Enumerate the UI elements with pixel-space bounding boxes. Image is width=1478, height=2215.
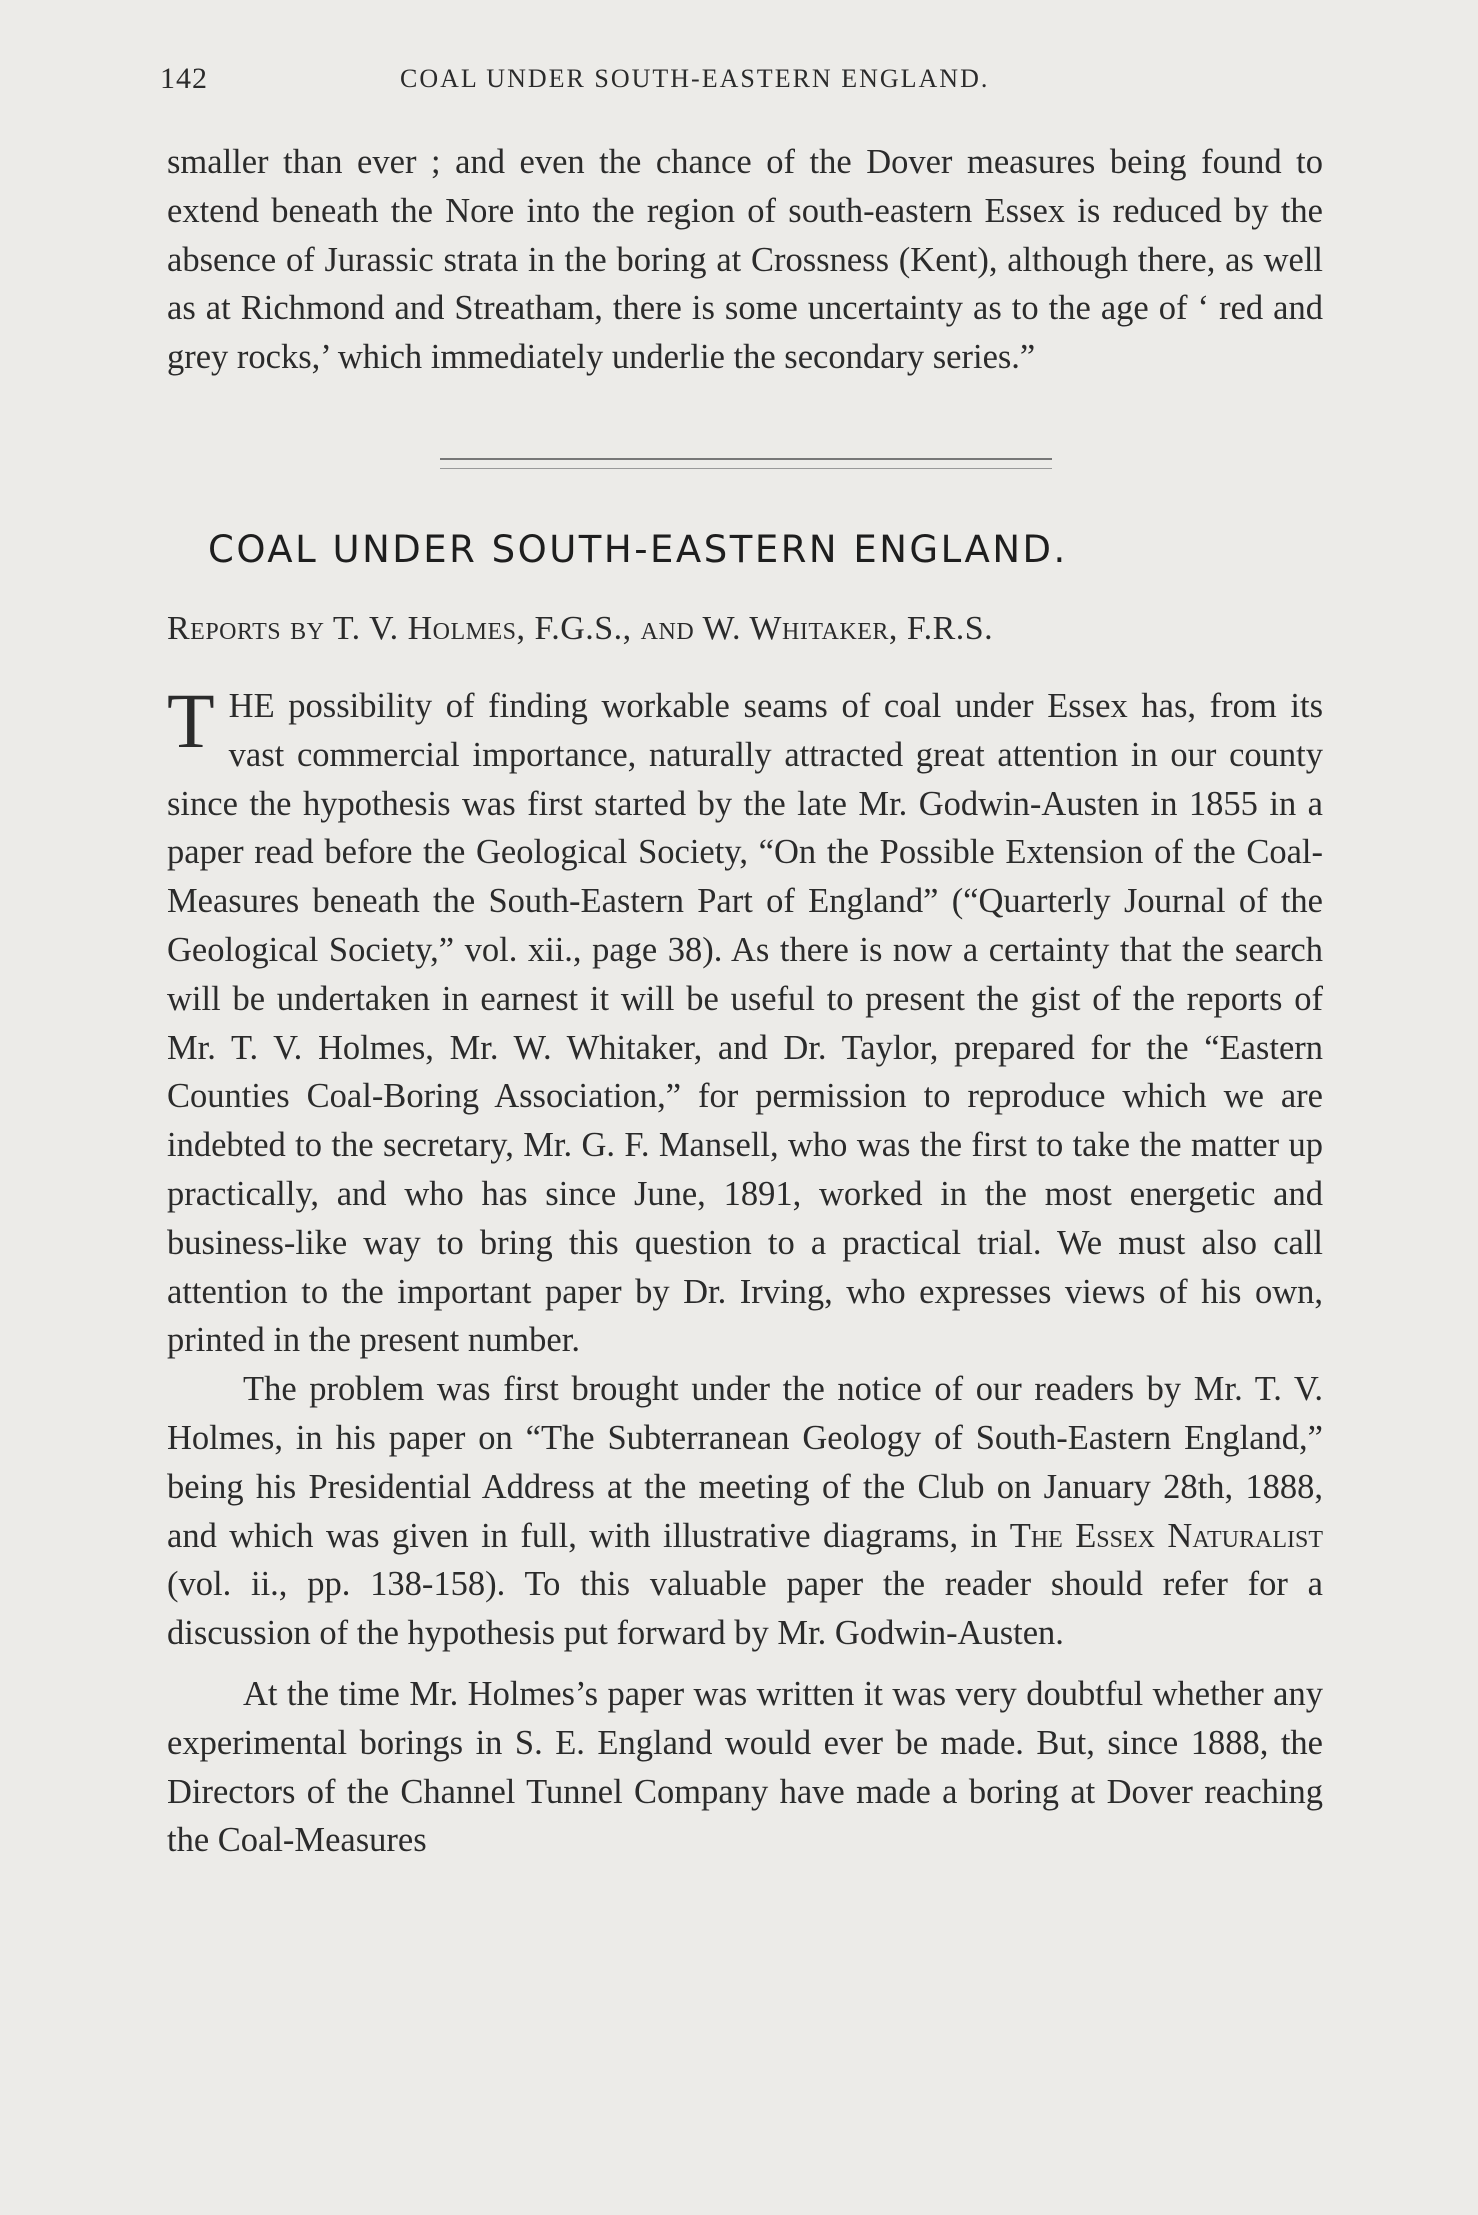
body-paragraph-text: HE possibility of finding workable seams of coal under Essex has, from its vast commercial importance, naturally attracted great attention in our county since the hypothesis was first started by the late Mr. Godwin-Austen in 1855 in a paper read before the Geological Society, “On the Possible Extension of the Coal-Measures beneath the South-Eastern Part of England” (“Quarterly Journal of the Geological Society,” vol. xii., page 38). As there is now a certainty that the search will be undertaken in earnest it will be useful to present the gist of the reports of Mr. T. V. Holmes, Mr. W. Whitaker, and Dr. Taylor, prepared for the “Eastern Counties Coal-Boring Association,” for permission to reproduce which we are indebted to the secretary, Mr. G. F. Mansell, who was the first to take the matter up practically, and who has since June, 1891, worked in the most energetic and business-like way to bring this question to a practical trial. We must also call attention to the important paper by Dr. Irving, who expresses views of his own, printed in the present number. — [167, 687, 1323, 1360]
article-title: COAL UNDER SOUTH-EASTERN ENGLAND. — [208, 528, 1068, 571]
body-paragraph-text: (vol. ii., pp. 138-158). To this valuable paper the reader should refer for a discussion of the hypothesis put forward by Mr. Godwin-Austen. — [167, 1565, 1323, 1653]
continued-paragraph-text: smaller than ever ; and even the chance of the Dover measures being found to extend beneath the Nore into the region of south-eastern Essex is reduced by the absence of Jurassic strata in the boring at Crossness (Kent), although there, as well as at Richmond and Streatham, there is some uncertainty as to the age of ‘ red and grey rocks,’ which immediately underlie the secondary series.” — [167, 143, 1323, 377]
page-number: 142 — [160, 62, 208, 95]
running-header — [160, 62, 1320, 102]
article-body — [167, 677, 1323, 1865]
section-divider-rule — [440, 458, 1052, 469]
running-title: COAL UNDER SOUTH-EASTERN ENGLAND. — [400, 64, 990, 93]
journal-title: The Essex Naturalist — [1009, 1516, 1323, 1555]
body-paragraph-text: The problem was first brought under the notice of our readers by Mr. T. V. Holmes, in his paper on “The Subterranean Geology of South-Eastern England,” being his Presidential Address at the meeting of the Club on January 28th, 1888, and which was given in full, with illustrative diagrams, in — [167, 1370, 1323, 1555]
body-paragraph — [167, 1365, 1323, 1658]
drop-cap-initial: T — [167, 677, 215, 764]
continued-paragraph — [167, 138, 1323, 382]
body-paragraph-text: At the time Mr. Holmes’s paper was written it was very doubtful whether any experimental borings in S. E. England would ever be made. But, since 1888, the Directors of the Channel Tunnel Company have made a boring at Dover reaching the Coal-Measures — [167, 1674, 1323, 1860]
article-byline: Reports by T. V. Holmes, F.G.S., and W. Whitaker, F.R.S. — [167, 610, 994, 647]
body-paragraph — [167, 1670, 1323, 1865]
body-paragraph — [167, 677, 1323, 1365]
